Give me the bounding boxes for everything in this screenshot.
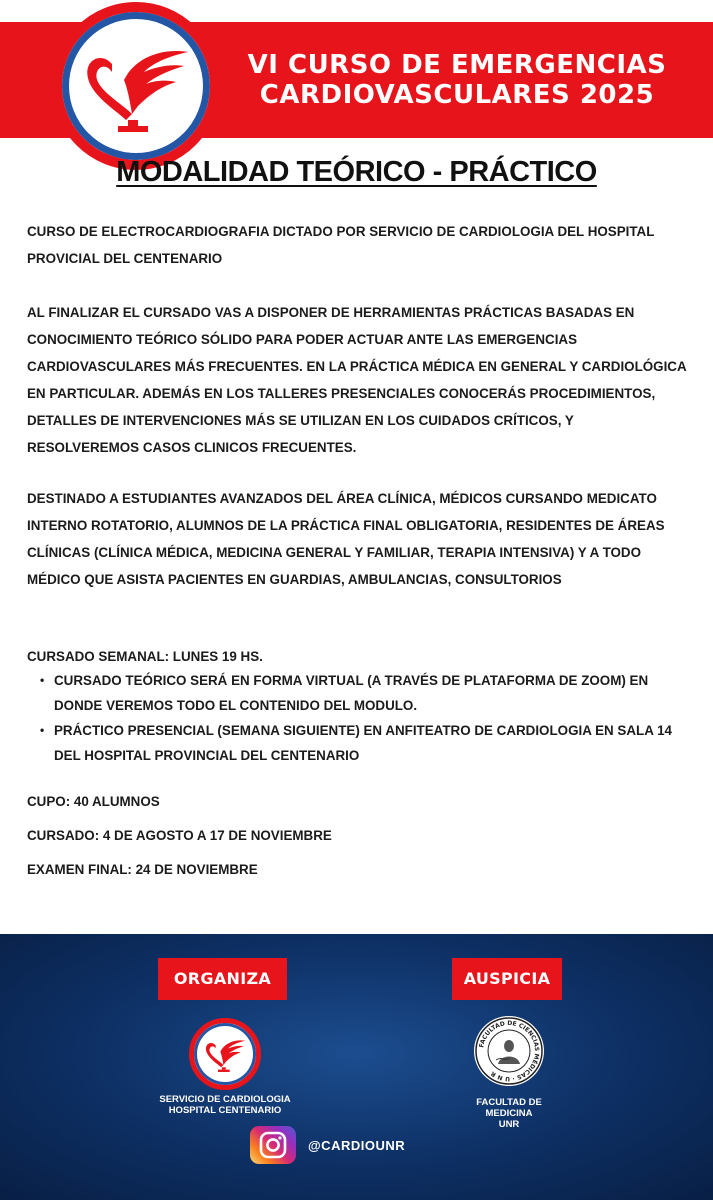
course-title-line1: VI CURSO DE EMERGENCIAS [247, 50, 667, 80]
schedule-list [38, 668, 688, 768]
course-title [222, 50, 692, 110]
capacity-text: CUPO: 40 ALUMNOS [27, 794, 160, 809]
sponsor-caption: FACULTAD DE MEDICINA UNR [476, 1097, 542, 1130]
organiza-badge: ORGANIZA [158, 958, 287, 1000]
instagram-icon[interactable] [250, 1126, 296, 1164]
final-exam-text: EXAMEN FINAL: 24 DE NOVIEMBRE [27, 862, 258, 877]
course-title-line2: CARDIOVASCULARES 2025 [259, 80, 655, 110]
objectives-paragraph: AL FINALIZAR EL CURSADO VAS A DISPONER DE HERRAMIENTAS PRÁCTICAS BASADAS EN CONOCIMIENTO TEÓRICO SÓLIDO PARA PODER ACTUAR ANTE LAS EMERGENCIAS CARDIOVASCULARES MÁS FRECUENTES. EN LA PRÁCTICA MÉDICA EN GENERAL Y CARDIOLÓGICA EN PARTICULAR. ADEMÁS EN LOS TALLERES PRESENCIALES CONOCERÁS PROCEDIMIENTOS, DETALLES DE INTERVENCIONES MÁS SE UTILIZAN EN LOS CUIDADOS CRÍTICOS, Y RESOLVEREMOS CASOS CLINICOS FRECUENTES. [27, 305, 687, 455]
cardiology-logo [52, 2, 220, 170]
list-item: • PRÁCTICO PRESENCIAL (SEMANA SIGUIENTE) EN ANFITEATRO DE CARDIOLOGIA EN SALA 14 DEL HOSPITAL PROVINCIAL DEL CENTENARIO [38, 718, 688, 768]
faculty-seal-icon [474, 1016, 544, 1086]
instagram-handle[interactable]: @CARDIOUNR [308, 1138, 406, 1153]
intro-paragraph: CURSO DE ELECTROCARDIOGRAFIA DICTADO POR SERVICIO DE CARDIOLOGIA DEL HOSPITAL PROVICIAL DEL CENTENARIO [27, 224, 655, 266]
course-dates-text: CURSADO: 4 DE AGOSTO A 17 DE NOVIEMBRE [27, 828, 332, 843]
audience-paragraph: DESTINADO A ESTUDIANTES AVANZADOS DEL ÁREA CLÍNICA, MÉDICOS CURSANDO MEDICATO INTERNO ROTATORIO, ALUMNOS DE LA PRÁCTICA FINAL OBLIGATORIA, RESIDENTES DE ÁREAS CLÍNICAS (CLÍNICA MÉDICA, MEDICINA GENERAL Y FAMILIAR, TERAPIA INTENSIVA) Y A TODO MÉDICO QUE ASISTA PACIENTES EN GUARDIAS, AMBULANCIAS, CONSULTORIOS [27, 491, 665, 587]
auspicia-badge: AUSPICIA [452, 958, 562, 1000]
organizer-caption: SERVICIO DE CARDIOLOGIA HOSPITAL CENTENARIO [159, 1094, 291, 1116]
faculty-seal [474, 1016, 544, 1086]
organizer-logo [189, 1018, 261, 1090]
camera-icon [258, 1130, 288, 1160]
heart-wing-icon [200, 1029, 250, 1079]
svg-text:FACULTAD DE CIENCIAS MÉDICAS ·: FACULTAD DE CIENCIAS MÉDICAS · U N R [478, 1019, 541, 1083]
heart-wing-icon [72, 22, 200, 150]
footer-panel [0, 934, 713, 1200]
list-item: • CURSADO TEÓRICO SERÁ EN FORMA VIRTUAL (A TRAVÉS DE PLATAFORMA DE ZOOM) EN DONDE VEREMOS TODO EL CONTENIDO DEL MODULO. [38, 668, 688, 718]
schedule-heading: CURSADO SEMANAL: LUNES 19 HS. [27, 649, 263, 664]
page-title: MODALIDAD TEÓRICO - PRÁCTICO [116, 156, 597, 188]
